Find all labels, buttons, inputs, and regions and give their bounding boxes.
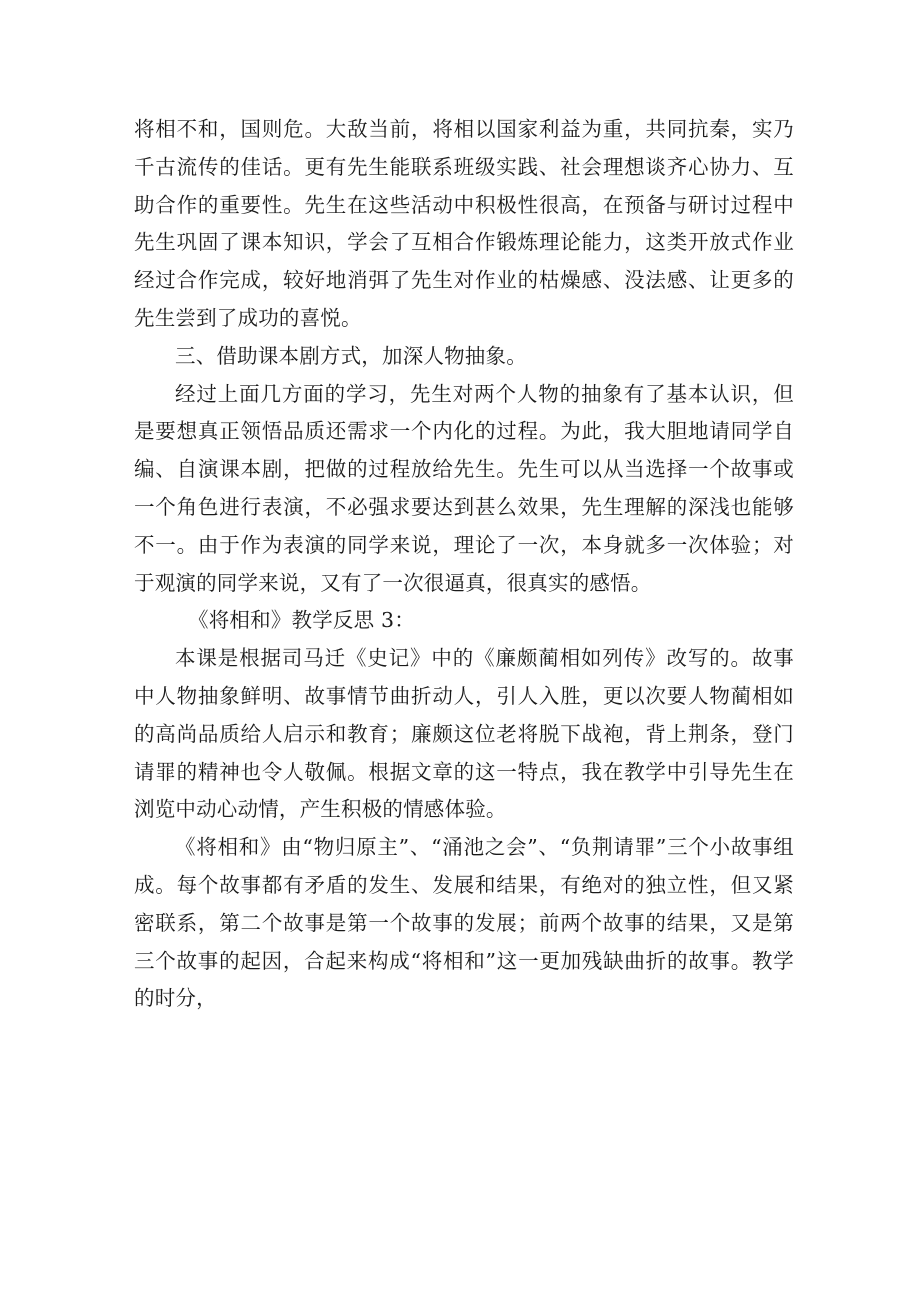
reflection-title-3: 《将相和》教学反思 3： [188, 608, 415, 633]
document-body [134, 111, 794, 1018]
paragraph-textbook-play: 经过上面几方面的学习，先生对两个人物的抽象有了基本认识，但是要想真正领悟品质还需求一个内化的过程。为此，我大胆地请同学自编、自演课本剧，把做的过程放给先生。先生可以从当选择一个故事或一个角色进行表演，不必强求要达到甚么效果，先生理解的深浅也能够不一。由于作为表演的同学来说，理论了一次，本身就多一次体验；对于观演的同学来说，又有了一次很逼真，很真实的感悟。 [134, 381, 794, 595]
paragraph-story-structure: 《将相和》由“物归原主”、“涌池之会”、“负荆请罪”三个小故事组成。每个故事都有矛盾的发生、发展和结果，有绝对的独立性，但又紧密联系，第二个故事是第一个故事的发展；前两个故事的结果，又是第三个故事的起因，合起来构成“将相和”这一更加残缺曲折的故事。教学的时分， [134, 835, 794, 1011]
paragraph-lesson-source: 本课是根据司马迁《史记》中的《廉颇蔺相如列传》改写的。故事中人物抽象鲜明、故事情节曲折动人，引人入胜，更以次要人物蔺相如的高尚品质给人启示和教育；廉颇这位老将脱下战袍，背上荆条，登门请罪的精神也令人敬佩。根据文章的这一特点，我在教学中引导先生在浏览中动心动情，产生积极的情感体验。 [134, 646, 794, 822]
section-heading-three: 三、借助课本剧方式，加深人物抽象。 [175, 343, 527, 368]
paragraph-continuation: 将相不和，国则危。大敌当前，将相以国家利益为重，共同抗秦，实乃千古流传的佳话。更有先生能联系班级实践、社会理想谈齐心协力、互助合作的重要性。先生在这些活动中积极性很高，在预备与研讨过程中先生巩固了课本知识，学会了互相合作锻炼理论能力，这类开放式作业经过合作完成，较好地消弭了先生对作业的枯燥感、没法感、让更多的先生尝到了成功的喜悦。 [134, 117, 794, 330]
